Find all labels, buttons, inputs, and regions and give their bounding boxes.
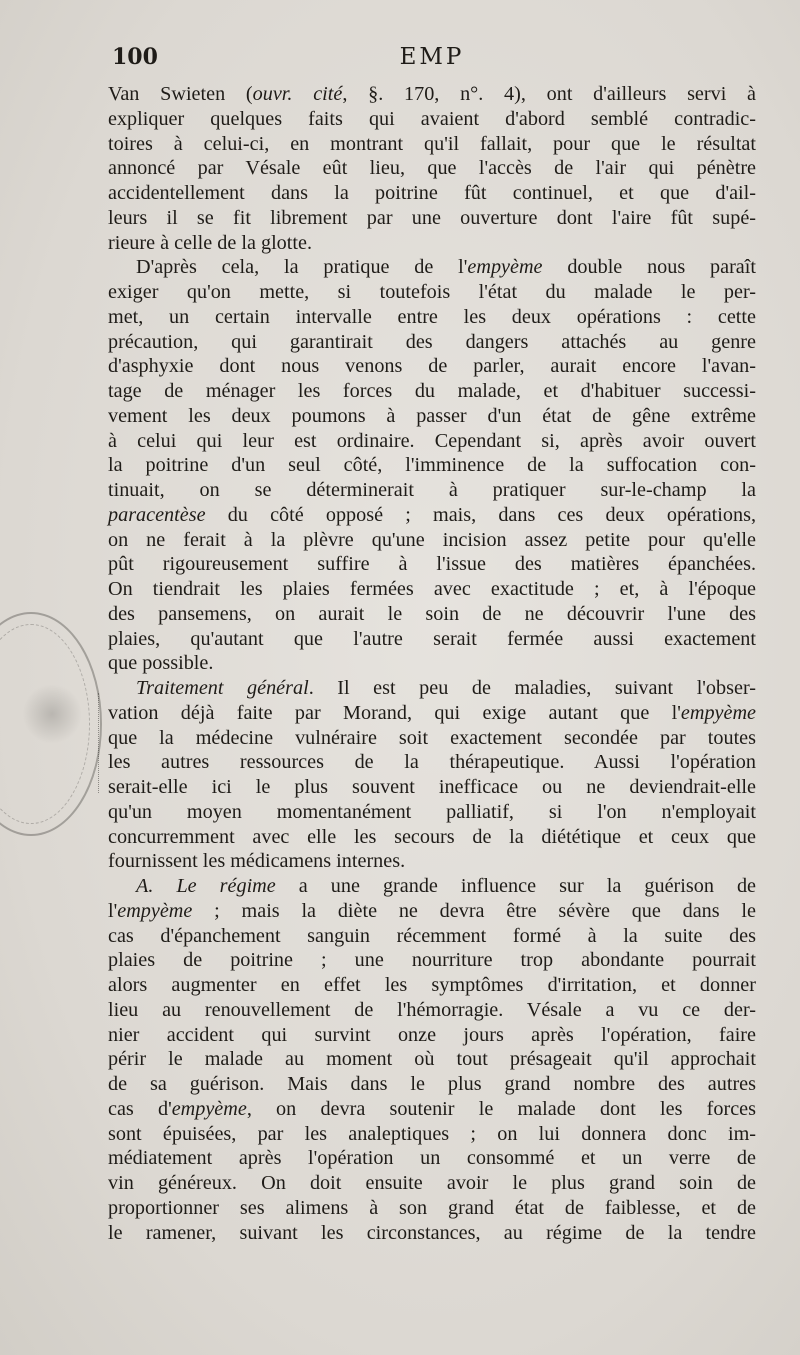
text-line: de sa guérison. Mais dans le plus grand nombre des autres <box>108 1073 756 1095</box>
text-line: proportionner ses alimens à son grand état de faiblesse, et de <box>108 1196 756 1219</box>
text-line: les autres ressources de la thérapeutique. Aussi l'opération <box>108 751 756 774</box>
text-line: A. Le régime a une grande influence sur la guérison de <box>136 875 757 897</box>
text-line: accidentellement dans la poitrine fût continuel, et que d'ail- <box>108 182 756 204</box>
library-stamp-icon <box>0 612 102 836</box>
text-line: cas d'empyème, on devra soutenir le malade dont les forces <box>108 1097 756 1120</box>
text-line: toires à celui-ci, en montrant qu'il fallait, pour que le résultat <box>108 132 756 155</box>
text-line: rieure à celle de la glotte. <box>108 231 313 254</box>
text-line: fournissent les médicamens internes. <box>108 850 406 873</box>
text-line: paracentèse du côté opposé ; mais, dans ces deux opérations, <box>108 503 756 526</box>
text-line: alors augmenter en effet les symptômes d'irritation, et donner <box>108 974 756 996</box>
text-line: pût rigoureusement suffire à l'issue des matières épanchées. <box>108 553 756 576</box>
text-line: lieu au renouvellement de l'hémorragie. Vésale a vu ce der- <box>108 998 756 1021</box>
text-line: concurremment avec elle les secours de la diététique et ceux que <box>108 825 756 848</box>
text-line: la poitrine d'un seul côté, l'imminence de la suffocation con- <box>108 454 756 477</box>
text-line: exiger qu'on mette, si toutefois l'état du malade le per- <box>108 281 756 303</box>
text-line: tinuait, on se déterminerait à pratiquer sur-le-champ la <box>108 479 756 501</box>
paragraph-4 <box>108 874 756 1245</box>
text-line: que la médecine vulnéraire soit exactement secondée par toutes <box>108 726 756 749</box>
text-line: que possible. <box>108 652 214 675</box>
text-line: plaies, qu'autant que l'autre serait fermée aussi exactement <box>108 627 756 650</box>
text-line: périr le malade au moment où tout présageait qu'il approchait <box>108 1048 756 1071</box>
text-line: vation déjà faite par Morand, qui exige autant que l'empyème <box>108 701 756 724</box>
text-line: D'après cela, la pratique de l'empyème double nous paraît <box>136 256 756 279</box>
text-line: expliquer quelques faits qui avaient d'abord semblé contradic- <box>108 107 756 130</box>
text-line: cas d'épanchement sanguin récemment formé à la suite des <box>108 924 756 947</box>
page-number: 100 <box>112 44 158 70</box>
body-text <box>108 82 756 1245</box>
text-line: vement les deux poumons à passer d'un état de gêne extrême <box>108 404 756 427</box>
text-line: nier accident qui survint onze jours après l'opération, faire <box>108 1023 756 1046</box>
text-line: l'empyème ; mais la diète ne devra être sévère que dans le <box>108 899 756 922</box>
paragraph-2 <box>108 255 756 676</box>
text-line: On tiendrait les plaies fermées avec exactitude ; et, à l'époque <box>108 578 756 600</box>
text-line: des pansemens, on aurait le soin de ne découvrir l'une des <box>108 602 756 625</box>
text-line: à celui qui leur est ordinaire. Cependant si, après avoir ouvert <box>108 429 756 452</box>
paragraph-1 <box>108 82 756 255</box>
text-line: vin généreux. On doit ensuite avoir le plus grand soin de <box>108 1172 756 1194</box>
margin-mark <box>98 693 105 793</box>
text-line: médiatement après l'opération un consommé et un verre de <box>108 1147 756 1170</box>
paragraph-3 <box>108 676 756 874</box>
text-line: tage de ménager les forces du malade, et d'habituer successi- <box>108 380 756 402</box>
text-line: sont épuisées, par les analeptiques ; on lui donnera donc im- <box>108 1122 756 1145</box>
text-line: Traitement général. Il est peu de maladies, suivant l'obser- <box>136 677 756 699</box>
text-line: le ramener, suivant les circonstances, au régime de la tendre <box>108 1221 756 1244</box>
text-line: serait-elle ici le plus souvent inefficace ou ne deviendrait-elle <box>108 776 756 798</box>
text-line: Van Swieten (ouvr. cité, §. 170, n°. 4), ont d'ailleurs servi à <box>108 83 757 105</box>
text-line: annoncé par Vésale eût lieu, que l'accès de l'air qui pénètre <box>108 157 756 180</box>
running-head: EMP <box>399 44 465 70</box>
text-line: plaies de poitrine ; une nourriture trop abondante pourrait <box>108 949 756 972</box>
page-header <box>112 44 752 76</box>
text-line: met, un certain intervalle entre les deux opérations : cette <box>108 305 756 328</box>
text-line: précaution, qui garantirait des dangers attachés au genre <box>108 330 756 353</box>
text-line: qu'un moyen momentanément palliatif, si l'on n'employait <box>108 800 756 823</box>
stamp-emblem-icon <box>22 684 82 744</box>
text-line: leurs il se fit librement par une ouverture dont l'aire fût supé- <box>108 206 756 229</box>
text-line: d'asphyxie dont nous venons de parler, aurait encore l'avan- <box>108 355 756 378</box>
text-line: on ne ferait à la plèvre qu'une incision assez petite pour qu'elle <box>108 528 756 551</box>
